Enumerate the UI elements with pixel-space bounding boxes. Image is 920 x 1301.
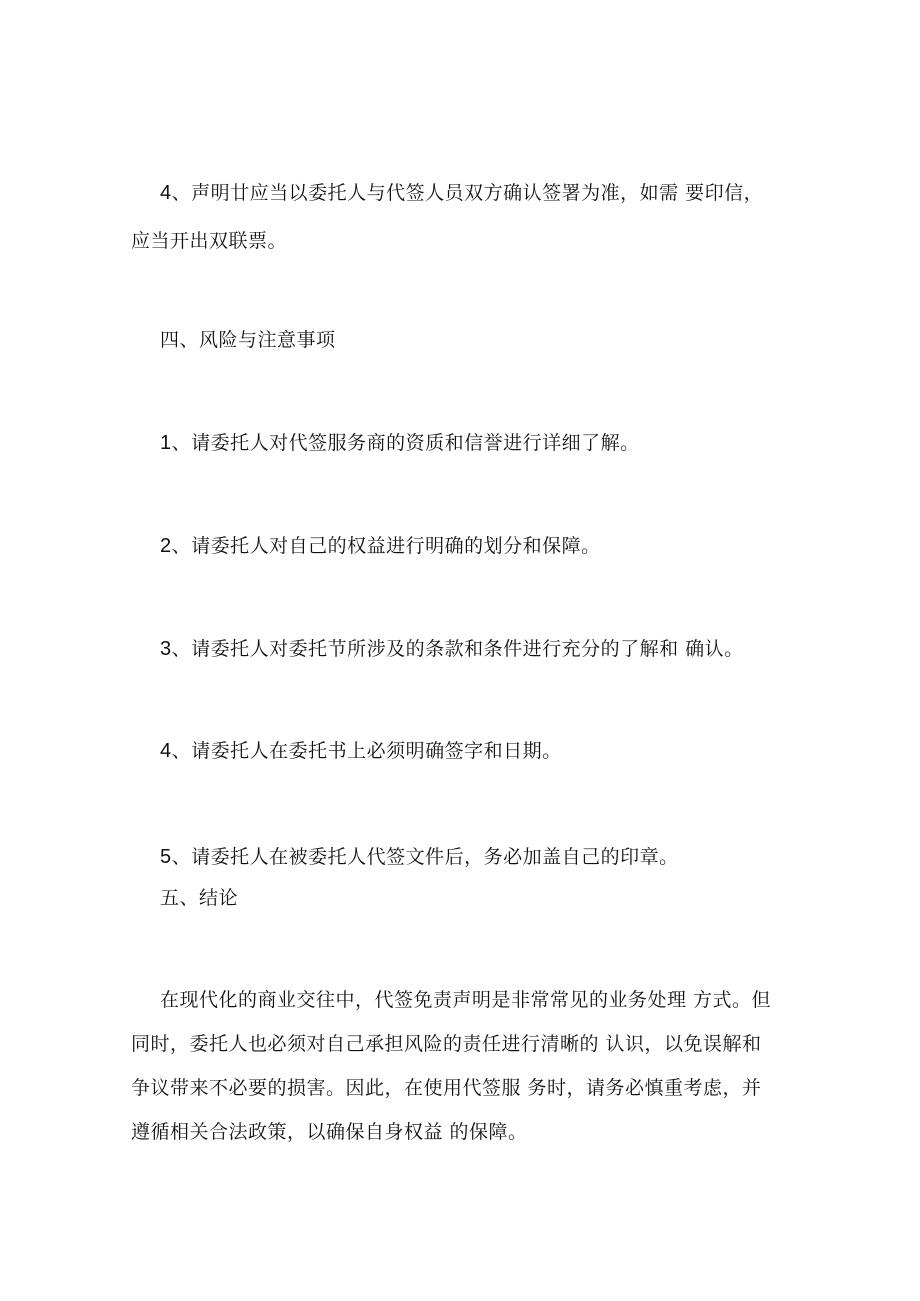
conclusion-line-3: 争议带来不必要的损害。因此，在使用代签服 务时，请务必慎重考虑，并 <box>131 1077 762 1099</box>
item-text: 、请委托人对自己的权益进行明确的划分和保障。 <box>171 535 601 557</box>
item-number: 5 <box>160 846 172 868</box>
section4-item-4 <box>160 738 562 764</box>
conclusion-line-1: 在现代化的商业交往中，代签免责声明是非常常见的业务处理 方式。但 <box>160 989 772 1011</box>
section3-item4-line1 <box>160 180 763 206</box>
section4-item-3 <box>160 636 744 662</box>
item-text: 、请委托人对委托节所涉及的条款和条件进行充分的了解和 确认。 <box>171 638 744 660</box>
item-number: 4 <box>160 740 172 762</box>
section4-item-2 <box>160 533 601 559</box>
conclusion-line-2: 同时，委托人也必须对自己承担风险的责任进行清晰的 认识，以免误解和 <box>131 1033 762 1055</box>
section4-heading: 四、风险与注意事项 <box>160 329 336 351</box>
conclusion-line-4: 遵循相关合法政策，以确保自身权益 的保障。 <box>131 1121 528 1143</box>
section3-item4-line2: 应当开出双联票。 <box>131 230 288 252</box>
item-number: 4 <box>160 182 172 204</box>
section5-heading: 五、结论 <box>160 887 239 909</box>
section4-item-1 <box>160 430 640 456</box>
item-number: 3 <box>160 638 172 660</box>
item-number: 1 <box>160 432 172 454</box>
section4-item-5 <box>160 844 679 870</box>
item-text: 、请委托人对代签服务商的资质和信誉进行详细了解。 <box>171 432 640 454</box>
item-text: 、请委托人在委托书上必须明确签字和日期。 <box>171 740 562 762</box>
item-text: 、声明廿应当以委托人与代签人员双方确认签署为准，如需 要印信， <box>171 182 764 204</box>
item-text: 、请委托人在被委托人代签文件后，务必加盖自己的印章。 <box>171 846 679 868</box>
item-number: 2 <box>160 535 172 557</box>
